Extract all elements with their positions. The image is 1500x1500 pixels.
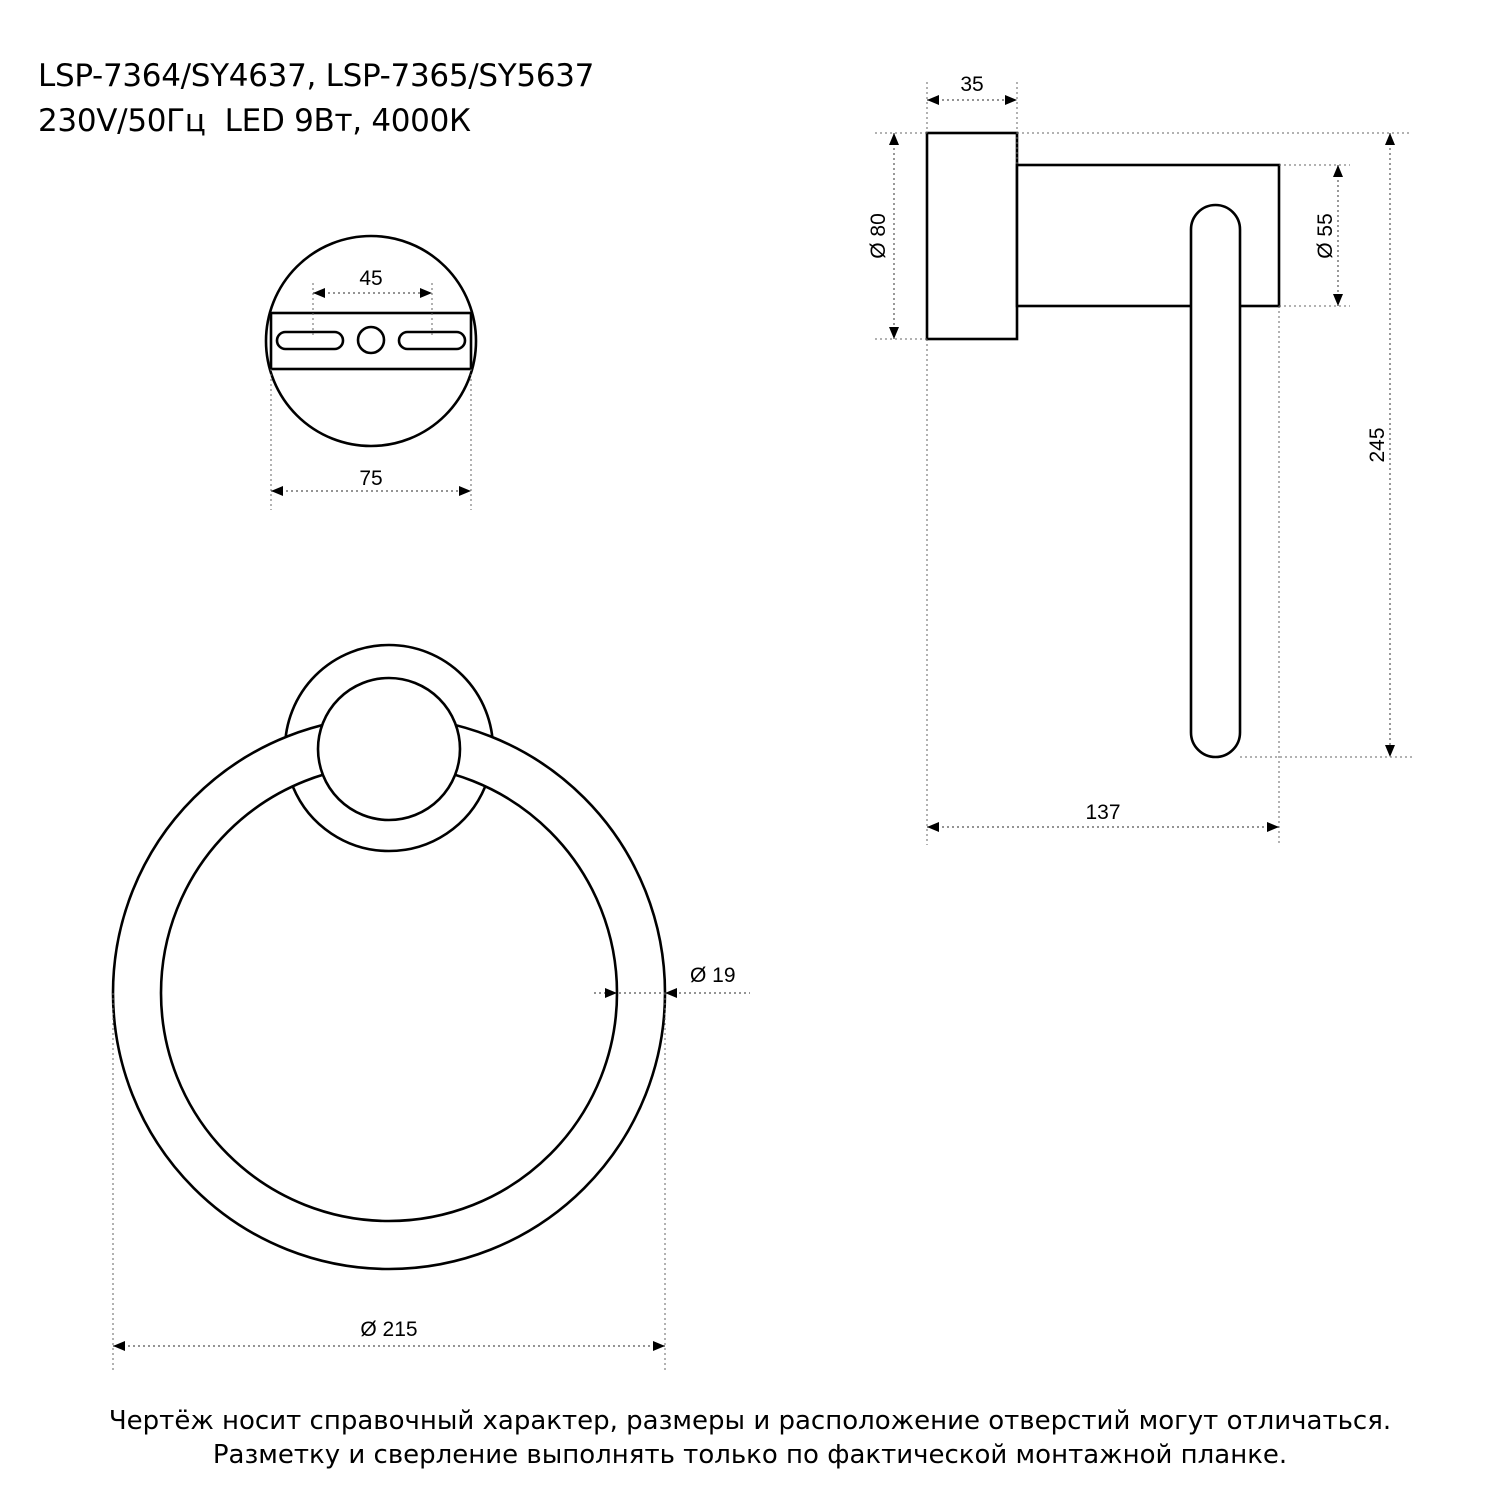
disclaimer-line-2: Разметку и сверление выполнять только по фактической монтажной планке.	[212, 1440, 1288, 1470]
dim-arm-diameter: Ø 55	[1314, 213, 1337, 259]
model-title: LSP-7364/SY4637, LSP-7365/SY5637	[38, 58, 595, 94]
center-hole	[358, 327, 384, 353]
side-view	[867, 73, 1412, 845]
dim-total-length: 137	[1085, 801, 1121, 824]
dim-slot-spacing: 45	[359, 267, 383, 290]
hanging-tube	[1191, 205, 1240, 757]
dim-base-diameter: Ø 80	[867, 213, 890, 259]
left-slot	[277, 332, 343, 349]
dim-base-depth: 35	[960, 73, 984, 96]
dim-ring-diameter: Ø 215	[360, 1318, 418, 1341]
base-front-circle	[318, 678, 460, 820]
ring-inner	[161, 765, 617, 1221]
disclaimer-line-1: Чертёж носит справочный характер, размеры и расположение отверстий могут отличаться.	[108, 1406, 1392, 1436]
dim-tube-diameter: Ø 19	[690, 964, 736, 987]
mounting-plate-view	[266, 236, 476, 510]
front-view	[113, 645, 750, 1370]
dim-total-height: 245	[1366, 427, 1389, 463]
dim-plate-width: 75	[359, 467, 383, 490]
electrical-specs: 230V/50Гц LED 9Вт, 4000К	[38, 103, 471, 139]
wall-base	[927, 133, 1017, 339]
